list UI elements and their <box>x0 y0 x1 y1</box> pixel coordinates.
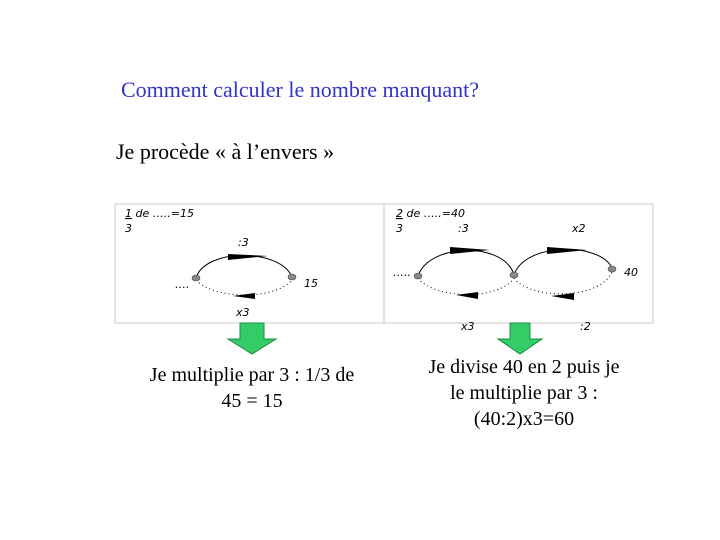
right-end-label: 40 <box>624 266 638 279</box>
right-upper-arrowhead-1 <box>450 247 490 254</box>
page-title: Comment calculer le nombre manquant? <box>121 77 479 102</box>
left-result-line-1: Je multiplie par 3 : 1/3 de <box>149 364 355 386</box>
left-upper-arc <box>196 255 292 278</box>
right-result-line-1: Je divise 40 en 2 puis je <box>428 356 620 378</box>
right-fraction-numerator: 2 <box>396 207 403 220</box>
left-end-node <box>288 274 296 280</box>
left-end-label: 15 <box>304 277 318 290</box>
right-bottom-operation-2: :2 <box>580 320 591 333</box>
left-fraction-denominator: 3 <box>125 222 132 235</box>
right-start-node <box>414 273 422 279</box>
left-fraction-numerator: 1 <box>125 207 132 220</box>
right-top-operation-2: x2 <box>572 222 586 235</box>
right-result-line-2: le multiplie par 3 : <box>450 382 598 404</box>
right-fraction-denominator: 3 <box>396 222 403 235</box>
right-upper-arc-1 <box>418 250 514 276</box>
right-upper-arrowhead-2 <box>547 247 587 254</box>
right-fraction <box>396 207 465 220</box>
right-upper-arc-2 <box>514 249 612 275</box>
right-lower-arrowhead-1 <box>456 292 478 299</box>
page-subtitle: Je procède « à l’envers » <box>116 139 335 164</box>
left-result-text <box>120 362 384 414</box>
left-fraction-rest: de …..=15 <box>132 207 194 220</box>
left-diagram <box>125 207 318 319</box>
right-down-arrow <box>498 323 542 354</box>
left-top-operation: :3 <box>238 236 249 249</box>
right-result-text <box>396 354 652 432</box>
left-start-node <box>192 275 200 281</box>
left-result-line-2: 45 = 15 <box>221 390 283 412</box>
left-start-label: …. <box>175 278 190 291</box>
right-end-node <box>608 266 616 272</box>
right-lower-arc-2 <box>514 272 612 294</box>
right-middle-node <box>510 272 518 278</box>
left-down-arrow <box>228 323 276 354</box>
left-fraction <box>125 207 194 220</box>
right-start-label: ….. <box>393 266 411 279</box>
right-bottom-operation-1: x3 <box>461 320 475 333</box>
right-lower-arc-1 <box>418 278 514 295</box>
right-top-operation-1: :3 <box>458 222 469 235</box>
right-fraction-rest: de …..=40 <box>403 207 465 220</box>
left-lower-arc <box>196 280 292 295</box>
left-bottom-operation: x3 <box>236 306 250 319</box>
right-result-line-3: (40:2)x3=60 <box>473 408 575 430</box>
right-diagram <box>393 207 638 333</box>
left-lower-arrowhead <box>233 293 255 299</box>
